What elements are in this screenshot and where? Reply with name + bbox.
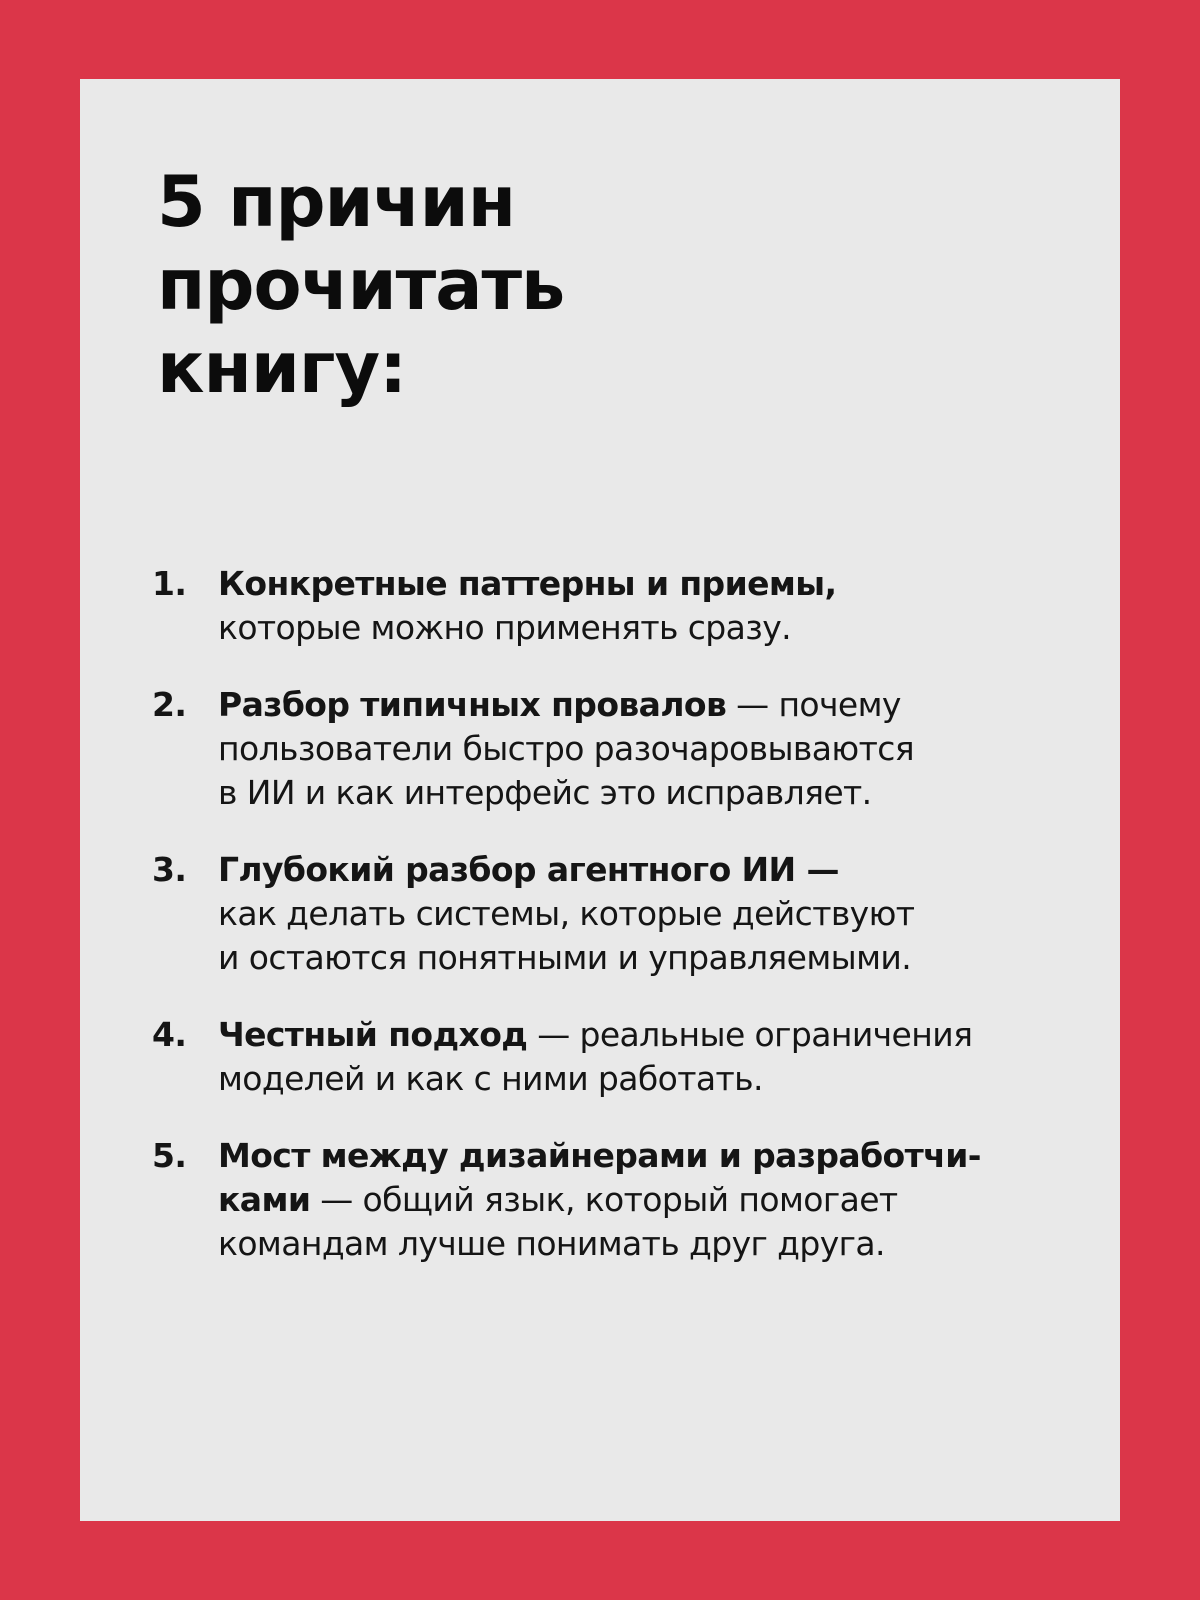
reason-item <box>152 683 1102 815</box>
title-line: книгу: <box>157 327 407 409</box>
reason-number: 5. <box>152 1136 187 1175</box>
reason-bold-text: Конкретные паттерны и приемы, <box>218 564 837 603</box>
reason-regular-text: и остаются понятными и управляемыми. <box>218 938 912 977</box>
reason-bold-text: Глубокий разбор агентного ИИ — <box>218 850 839 889</box>
book-reasons-card <box>80 79 1120 1521</box>
reason-line <box>218 1057 1102 1101</box>
page-title <box>157 161 564 410</box>
reason-line <box>218 683 1102 727</box>
reason-line <box>218 771 1102 815</box>
reason-regular-text: которые можно применять сразу. <box>218 608 792 647</box>
reason-regular-text: в ИИ и как интерфейс это исправляет. <box>218 773 872 812</box>
reason-regular-text: моделей и как с ними работать. <box>218 1059 763 1098</box>
reason-item <box>152 1013 1102 1101</box>
reason-line <box>218 1178 1102 1222</box>
reason-item <box>152 848 1102 980</box>
reason-regular-text: — общий язык, который помогает <box>310 1180 898 1219</box>
reason-number: 1. <box>152 564 187 603</box>
reason-bold-text: Разбор типичных провалов <box>218 685 727 724</box>
reason-bold-text: Честный подход <box>218 1015 528 1054</box>
reasons-list <box>152 562 1102 1299</box>
reason-regular-text: как делать системы, которые действуют <box>218 894 915 933</box>
reason-regular-text: — почему <box>726 685 901 724</box>
reason-line <box>218 1222 1102 1266</box>
title-line: 5 причин <box>157 161 516 243</box>
reason-bold-text: Мост между дизайнерами и разработчи- <box>218 1136 981 1175</box>
reason-line <box>218 1013 1102 1057</box>
reason-regular-text: пользователи быстро разочаровываются <box>218 729 915 768</box>
reason-line <box>218 1134 1102 1178</box>
reason-line <box>218 936 1102 980</box>
reason-regular-text: командам лучше понимать друг друга. <box>218 1224 885 1263</box>
reason-line <box>218 848 1102 892</box>
title-line: прочитать <box>157 244 565 326</box>
reason-number: 4. <box>152 1015 187 1054</box>
reason-item <box>152 1134 1102 1266</box>
reason-bold-text: ками <box>218 1180 311 1219</box>
reason-line <box>218 606 1102 650</box>
reason-line <box>218 727 1102 771</box>
reason-regular-text: — реальные ограничения <box>527 1015 973 1054</box>
reason-line <box>218 562 1102 606</box>
reason-line <box>218 892 1102 936</box>
reason-number: 2. <box>152 685 187 724</box>
reason-item <box>152 562 1102 650</box>
reason-number: 3. <box>152 850 187 889</box>
